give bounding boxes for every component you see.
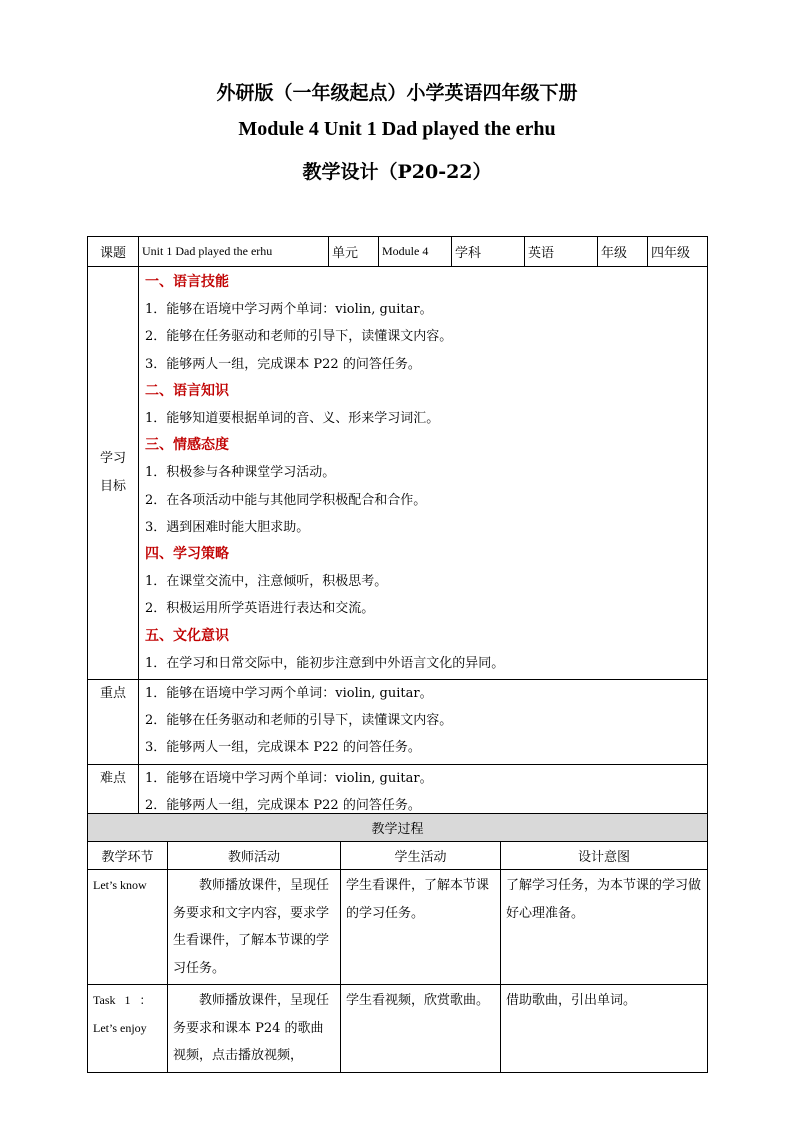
doc-title-line1: 外研版（一年级起点）小学英语四年级下册 — [216, 82, 578, 104]
stage-cell: Let’s know — [88, 870, 168, 985]
list-item: 1．在学习和日常交际中，能初步注意到中外语言文化的异同。 — [145, 655, 505, 671]
process-banner: 教学过程 — [88, 814, 708, 842]
section-title: 四、学习策略 — [145, 546, 229, 563]
unit-value: Module 4 — [379, 237, 452, 267]
objectives-label — [88, 267, 139, 680]
topic-value: Unit 1 Dad played the erhu — [139, 237, 329, 267]
list-item: 3．能够两人一组，完成课本 P22 的问答任务。 — [145, 356, 421, 372]
list-item: 1．能够在语境中学习两个单词：violin, guitar。 — [145, 686, 433, 702]
key-points-row — [88, 680, 708, 765]
list-item: 2．积极运用所学英语进行表达和交流。 — [145, 601, 375, 617]
objectives-row — [88, 267, 708, 680]
list-item: 3．遇到困难时能大胆求助。 — [145, 519, 310, 535]
section-title: 一、语言技能 — [145, 274, 229, 290]
list-item: 2．能够在任务驱动和老师的引导下，读懂课文内容。 — [145, 713, 453, 729]
list-item: 2．能够两人一组，完成课本 P22 的问答任务。 — [145, 797, 421, 813]
process-table — [87, 813, 708, 1073]
table-row — [88, 870, 708, 985]
column-header: 教学环节 — [88, 842, 168, 870]
teacher-cell: 教师播放课件，呈现任务要求和文字内容，要求学生看课件，了解本节课的学习任务。 — [168, 870, 341, 985]
subject-value: 英语 — [525, 237, 598, 267]
section-title: 三、情感态度 — [145, 437, 229, 454]
table-row — [88, 985, 708, 1073]
unit-label: 单元 — [329, 237, 379, 267]
intent-cell: 了解学习任务，为本节课的学习做好心理准备。 — [501, 870, 708, 985]
list-item: 2．在各项活动中能与其他同学积极配合和合作。 — [145, 492, 427, 508]
list-item: 1．能够在语境中学习两个单词：violin, guitar。 — [145, 302, 433, 318]
teacher-cell: 教师播放课件，呈现任务要求和课本 P24 的歌曲视频，点击播放视频， — [168, 985, 341, 1073]
subject-label: 学科 — [452, 237, 525, 267]
stage-cell: Task 1 ：Let’s enjoy — [88, 985, 168, 1073]
section-title: 二、语言知识 — [145, 382, 229, 399]
key-points-content — [139, 680, 708, 765]
column-header: 教师活动 — [168, 842, 341, 870]
objectives-content — [139, 267, 708, 680]
list-item: 2．能够在任务驱动和老师的引导下，读懂课文内容。 — [145, 329, 453, 345]
list-item: 3．能够两人一组，完成课本 P22 的问答任务。 — [145, 740, 421, 756]
column-header: 学生活动 — [341, 842, 501, 870]
topic-label: 课题 — [88, 237, 139, 267]
difficult-points-label: 难点 — [88, 764, 139, 821]
lesson-plan-table — [87, 236, 708, 822]
process-header-row — [88, 842, 708, 870]
student-cell: 学生看课件，了解本节课的学习任务。 — [341, 870, 501, 985]
objectives-label-1: 学习 — [99, 451, 126, 467]
intent-cell: 借助歌曲，引出单词。 — [501, 985, 708, 1073]
list-item: 1．在课堂交流中，注意倾听，积极思考。 — [145, 574, 388, 590]
list-item: 1．能够在语境中学习两个单词：violin, guitar。 — [145, 770, 433, 786]
objectives-label-2: 目标 — [99, 479, 126, 495]
grade-value: 四年级 — [648, 237, 708, 267]
grade-label: 年级 — [598, 237, 648, 267]
doc-title-line2: Module 4 Unit 1 Dad played the erhu — [238, 118, 556, 140]
section-title: 五、文化意识 — [145, 627, 229, 644]
list-item: 1．积极参与各种课堂学习活动。 — [145, 465, 336, 481]
key-points-label: 重点 — [88, 680, 139, 765]
column-header: 设计意图 — [501, 842, 708, 870]
list-item: 1．能够知道要根据单词的音、义、形来学习词汇。 — [145, 411, 440, 427]
doc-title-line3: 教学设计（P20-22） — [302, 161, 492, 183]
info-row — [88, 237, 708, 267]
student-cell: 学生看视频，欣赏歌曲。 — [341, 985, 501, 1073]
